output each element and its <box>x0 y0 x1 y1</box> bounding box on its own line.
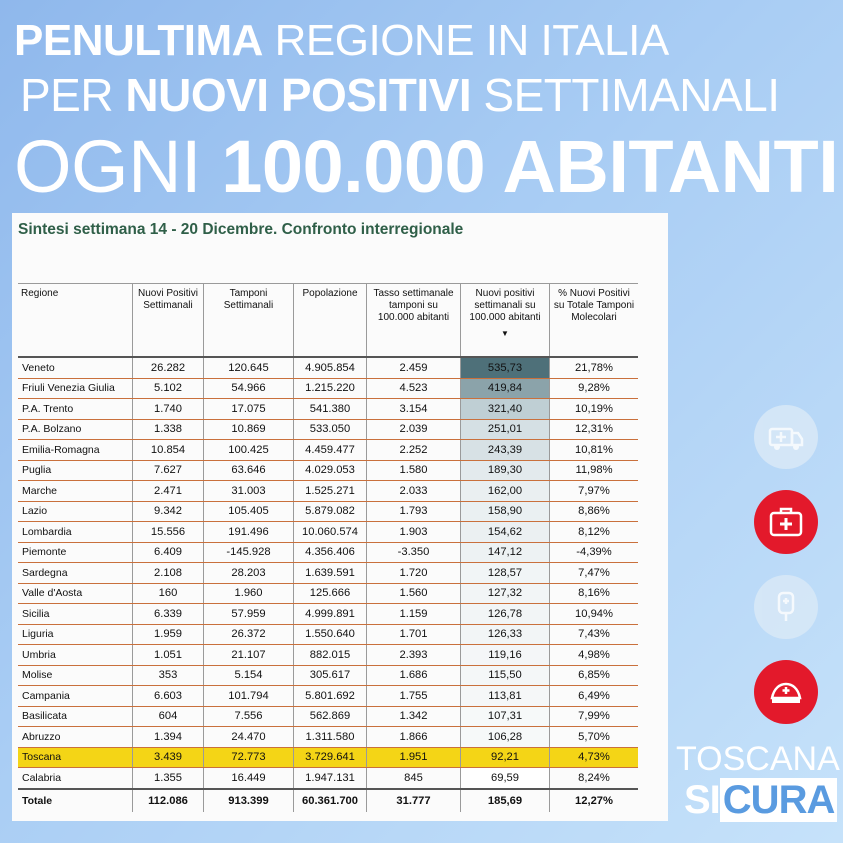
region-name-cell: Friuli Venezia Giulia <box>18 378 133 399</box>
table-cell: 6,85% <box>550 665 639 686</box>
table-cell: 1.686 <box>367 665 461 686</box>
table-cell: 10.060.574 <box>294 522 367 543</box>
col-header-regione: Regione <box>18 284 133 358</box>
table-cell: 3.439 <box>133 747 204 768</box>
table-cell: 5,70% <box>550 727 639 748</box>
region-name-cell: Sicilia <box>18 604 133 625</box>
table-cell: 6.603 <box>133 686 204 707</box>
region-name-cell: Valle d'Aosta <box>18 583 133 604</box>
region-name-cell: Sardegna <box>18 563 133 584</box>
table-cell: 21.107 <box>204 645 294 666</box>
table-cell: 9,28% <box>550 378 639 399</box>
table-cell: 26.372 <box>204 624 294 645</box>
table-cell: 15.556 <box>133 522 204 543</box>
table-cell: 5.801.692 <box>294 686 367 707</box>
table-cell: 1.740 <box>133 399 204 420</box>
sort-descending-icon: ▼ <box>501 329 509 338</box>
table-cell: 21,78% <box>550 357 639 378</box>
table-cell: 189,30 <box>461 460 550 481</box>
table-cell: 106,28 <box>461 727 550 748</box>
table-cell: 11,98% <box>550 460 639 481</box>
region-name-cell: Piemonte <box>18 542 133 563</box>
total-cell: Totale <box>18 789 133 812</box>
table-cell: 1.720 <box>367 563 461 584</box>
table-cell: 128,57 <box>461 563 550 584</box>
table-cell: 2.471 <box>133 481 204 502</box>
table-cell: 101.794 <box>204 686 294 707</box>
table-cell: 251,01 <box>461 419 550 440</box>
table-cell: 6.339 <box>133 604 204 625</box>
nurse-cap-icon <box>754 660 818 724</box>
table-cell: 535,73 <box>461 357 550 378</box>
table-row <box>18 645 638 666</box>
table-cell: 24.470 <box>204 727 294 748</box>
headline-line-1 <box>0 16 843 66</box>
table-card <box>12 213 668 821</box>
region-name-cell: Toscana <box>18 747 133 768</box>
table-cell: 4.459.477 <box>294 440 367 461</box>
table-cell: 1.959 <box>133 624 204 645</box>
table-row <box>18 378 638 399</box>
headline-3-light: OGNI <box>14 125 222 208</box>
table-cell: 63.646 <box>204 460 294 481</box>
table-cell: 3.154 <box>367 399 461 420</box>
first-aid-kit-icon <box>754 490 818 554</box>
table-cell: 16.449 <box>204 768 294 789</box>
headline-3-bold: 100.000 ABITANTI <box>221 125 839 208</box>
table-cell: 1.903 <box>367 522 461 543</box>
table-cell: 5.154 <box>204 665 294 686</box>
table-cell: 1.960 <box>204 583 294 604</box>
table-cell: 2.393 <box>367 645 461 666</box>
table-cell: 8,86% <box>550 501 639 522</box>
table-cell: 1.159 <box>367 604 461 625</box>
table-cell: 1.550.640 <box>294 624 367 645</box>
logo-si: SI <box>684 778 720 822</box>
table-total-row <box>18 789 638 812</box>
table-cell: 126,78 <box>461 604 550 625</box>
table-cell: 31.003 <box>204 481 294 502</box>
ambulance-icon <box>754 405 818 469</box>
table-cell: 353 <box>133 665 204 686</box>
table-cell: 72.773 <box>204 747 294 768</box>
table-cell: -3.350 <box>367 542 461 563</box>
table-cell: 10,19% <box>550 399 639 420</box>
table-cell: 845 <box>367 768 461 789</box>
table-row <box>18 501 638 522</box>
region-name-cell: P.A. Bolzano <box>18 419 133 440</box>
table-cell: 6.409 <box>133 542 204 563</box>
table-row <box>18 399 638 420</box>
total-cell: 112.086 <box>133 789 204 812</box>
total-cell: 12,27% <box>550 789 639 812</box>
table-cell: 1.560 <box>367 583 461 604</box>
table-cell: 100.425 <box>204 440 294 461</box>
logo-sicura <box>684 778 837 823</box>
table-cell: 2.033 <box>367 481 461 502</box>
table-cell: 158,90 <box>461 501 550 522</box>
table-cell: 541.380 <box>294 399 367 420</box>
total-cell: 31.777 <box>367 789 461 812</box>
table-row <box>18 522 638 543</box>
region-name-cell: Umbria <box>18 645 133 666</box>
table-cell: 1.951 <box>367 747 461 768</box>
table-cell: 162,00 <box>461 481 550 502</box>
col-header-popolazione: Popolazione <box>294 284 367 358</box>
table-cell: 2.459 <box>367 357 461 378</box>
table-cell: 305.617 <box>294 665 367 686</box>
region-name-cell: Calabria <box>18 768 133 789</box>
table-cell: 1.342 <box>367 706 461 727</box>
col-header-nuovi-positivi: Nuovi Positivi Settimanali <box>133 284 204 358</box>
table-cell: 126,33 <box>461 624 550 645</box>
table-cell: 10.854 <box>133 440 204 461</box>
table-cell: 5.879.082 <box>294 501 367 522</box>
table-cell: 1.338 <box>133 419 204 440</box>
table-row <box>18 460 638 481</box>
table-cell: 4.029.053 <box>294 460 367 481</box>
table-title: Sintesi settimana 14 - 20 Dicembre. Confronto interregionale <box>18 221 464 238</box>
region-name-cell: Liguria <box>18 624 133 645</box>
region-table <box>18 283 638 812</box>
table-cell: 69,59 <box>461 768 550 789</box>
table-cell: 147,12 <box>461 542 550 563</box>
total-cell: 60.361.700 <box>294 789 367 812</box>
table-row <box>18 747 638 768</box>
table-cell: 1.311.580 <box>294 727 367 748</box>
table-cell: 1.580 <box>367 460 461 481</box>
col-header-tamponi: Tamponi Settimanali <box>204 284 294 358</box>
iv-drip-icon <box>754 575 818 639</box>
table-row <box>18 563 638 584</box>
region-name-cell: Veneto <box>18 357 133 378</box>
table-cell: 10.869 <box>204 419 294 440</box>
table-cell: 54.966 <box>204 378 294 399</box>
logo-cura: CURA <box>720 778 838 822</box>
table-cell: 1.394 <box>133 727 204 748</box>
headline-1-light: REGIONE IN ITALIA <box>262 16 669 65</box>
table-cell: 1.355 <box>133 768 204 789</box>
logo-toscana: TOSCANA <box>676 740 840 778</box>
table-cell: 9.342 <box>133 501 204 522</box>
table-cell: 5.102 <box>133 378 204 399</box>
table-cell: 107,31 <box>461 706 550 727</box>
table-cell: 8,12% <box>550 522 639 543</box>
table-cell: 105.405 <box>204 501 294 522</box>
table-cell: -4,39% <box>550 542 639 563</box>
table-cell: 1.701 <box>367 624 461 645</box>
table-row <box>18 624 638 645</box>
table-cell: 191.496 <box>204 522 294 543</box>
table-cell: 321,40 <box>461 399 550 420</box>
table-row <box>18 706 638 727</box>
table-cell: 604 <box>133 706 204 727</box>
headline-2-light-a: PER <box>20 69 126 121</box>
region-name-cell: Molise <box>18 665 133 686</box>
table-header-row <box>18 284 638 358</box>
table-cell: 533.050 <box>294 419 367 440</box>
table-cell: 1.793 <box>367 501 461 522</box>
region-name-cell: P.A. Trento <box>18 399 133 420</box>
table-cell: 1.755 <box>367 686 461 707</box>
table-row <box>18 419 638 440</box>
table-row <box>18 440 638 461</box>
table-cell: 127,32 <box>461 583 550 604</box>
table-cell: 160 <box>133 583 204 604</box>
col-header-tasso-tamponi: Tasso settimanale tamponi su 100.000 abitanti <box>367 284 461 358</box>
table-cell: 1.866 <box>367 727 461 748</box>
table-cell: 7,99% <box>550 706 639 727</box>
table-cell: 2.252 <box>367 440 461 461</box>
table-cell: 1.215.220 <box>294 378 367 399</box>
table-cell: 8,24% <box>550 768 639 789</box>
table-cell: 562.869 <box>294 706 367 727</box>
table-cell: 8,16% <box>550 583 639 604</box>
table-body <box>18 357 638 789</box>
region-name-cell: Lazio <box>18 501 133 522</box>
table-cell: 419,84 <box>461 378 550 399</box>
table-cell: 10,81% <box>550 440 639 461</box>
table-cell: 57.959 <box>204 604 294 625</box>
region-name-cell: Basilicata <box>18 706 133 727</box>
table-cell: 4.905.854 <box>294 357 367 378</box>
total-cell: 185,69 <box>461 789 550 812</box>
region-name-cell: Puglia <box>18 460 133 481</box>
col-header-positivi-100k <box>461 284 550 358</box>
table-cell: 17.075 <box>204 399 294 420</box>
col-header-positivi-100k-label: Nuovi positivi settimanali su 100.000 abitanti <box>469 288 541 323</box>
table-cell: 4.356.406 <box>294 542 367 563</box>
headline-line-3 <box>0 124 843 209</box>
table-cell: 26.282 <box>133 357 204 378</box>
table-cell: 6,49% <box>550 686 639 707</box>
table-cell: 119,16 <box>461 645 550 666</box>
headline-2-bold: NUOVI POSITIVI <box>125 69 472 121</box>
table-row <box>18 665 638 686</box>
table-cell: 3.729.641 <box>294 747 367 768</box>
table-cell: 1.947.131 <box>294 768 367 789</box>
table-row <box>18 768 638 789</box>
headline-2-light-b: SETTIMANALI <box>471 69 780 121</box>
headline-line-2 <box>0 68 843 122</box>
table-cell: 28.203 <box>204 563 294 584</box>
region-name-cell: Lombardia <box>18 522 133 543</box>
table-row <box>18 686 638 707</box>
table-cell: 154,62 <box>461 522 550 543</box>
table-cell: 2.108 <box>133 563 204 584</box>
table-cell: 92,21 <box>461 747 550 768</box>
table-cell: 115,50 <box>461 665 550 686</box>
table-cell: 4.523 <box>367 378 461 399</box>
table-cell: 4,73% <box>550 747 639 768</box>
table-cell: 4,98% <box>550 645 639 666</box>
table-cell: 1.639.591 <box>294 563 367 584</box>
table-cell: 882.015 <box>294 645 367 666</box>
table-cell: 125.666 <box>294 583 367 604</box>
table-cell: 7,43% <box>550 624 639 645</box>
region-name-cell: Campania <box>18 686 133 707</box>
headline-1-bold: PENULTIMA <box>14 16 263 65</box>
region-name-cell: Emilia-Romagna <box>18 440 133 461</box>
table-row <box>18 583 638 604</box>
table-cell: 120.645 <box>204 357 294 378</box>
table-cell: 243,39 <box>461 440 550 461</box>
table-cell: 113,81 <box>461 686 550 707</box>
region-name-cell: Marche <box>18 481 133 502</box>
table-cell: 7.556 <box>204 706 294 727</box>
table-row <box>18 481 638 502</box>
table-cell: 1.525.271 <box>294 481 367 502</box>
table-row <box>18 357 638 378</box>
table-cell: 1.051 <box>133 645 204 666</box>
table-cell: 7,47% <box>550 563 639 584</box>
table-cell: 10,94% <box>550 604 639 625</box>
col-header-percent-positivi: % Nuovi Positivi su Totale Tamponi Molecolari <box>550 284 639 358</box>
total-cell: 913.399 <box>204 789 294 812</box>
table-cell: 7.627 <box>133 460 204 481</box>
table-row <box>18 727 638 748</box>
table-row <box>18 604 638 625</box>
table-cell: 4.999.891 <box>294 604 367 625</box>
table-cell: -145.928 <box>204 542 294 563</box>
table-cell: 12,31% <box>550 419 639 440</box>
table-cell: 2.039 <box>367 419 461 440</box>
region-name-cell: Abruzzo <box>18 727 133 748</box>
table-cell: 7,97% <box>550 481 639 502</box>
table-row <box>18 542 638 563</box>
